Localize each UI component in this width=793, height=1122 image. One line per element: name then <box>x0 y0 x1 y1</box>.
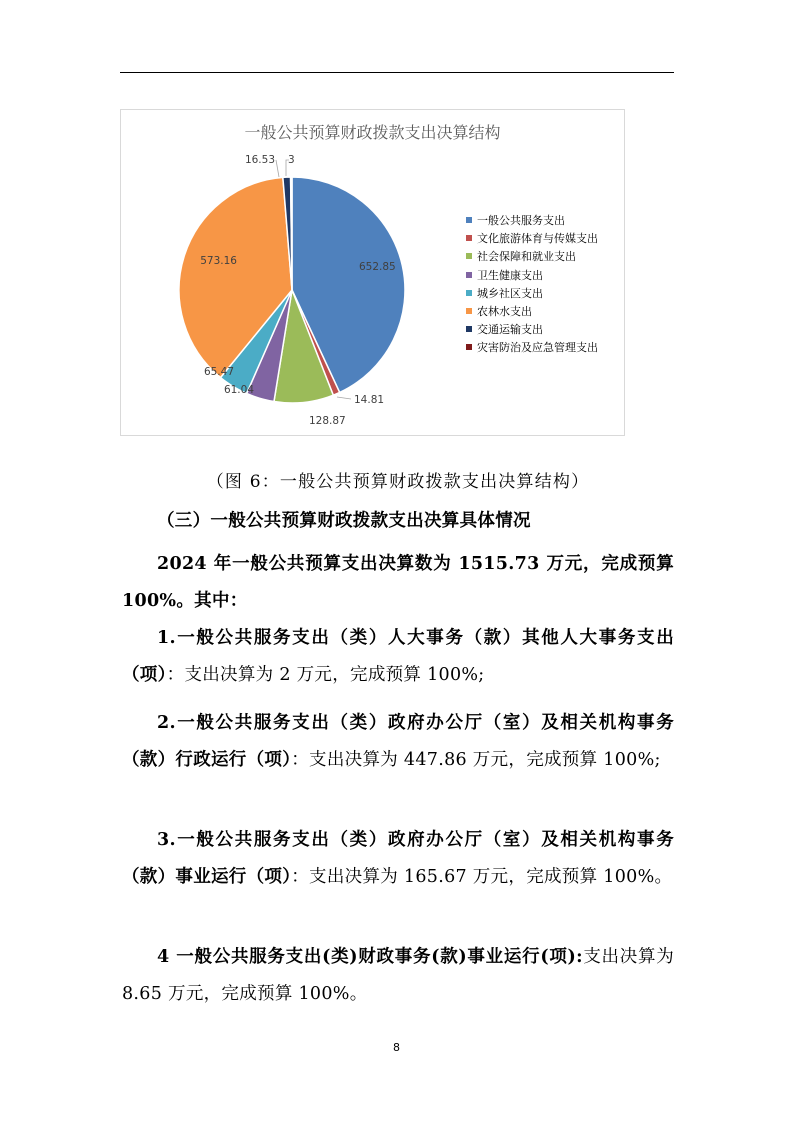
legend-swatch <box>466 344 472 350</box>
legend-swatch <box>466 235 472 241</box>
legend-swatch <box>466 308 472 314</box>
leader-line <box>276 160 279 177</box>
list-item <box>122 939 674 1013</box>
page-number: 8 <box>393 1041 400 1054</box>
legend-label: 灾害防治及应急管理支出 <box>477 341 598 355</box>
legend-entry <box>466 303 598 321</box>
legend-label: 农林水支出 <box>477 304 532 318</box>
data-label: 128.87 <box>309 415 346 427</box>
legend-swatch <box>466 217 472 223</box>
item-body: ：支出决算为 447.86 万元，完成预算 100%; <box>291 750 661 770</box>
chart-title: 一般公共预算财政拨款支出决算结构 <box>244 123 501 142</box>
legend-entry <box>466 339 598 357</box>
list-item <box>122 620 674 694</box>
item-heading: 1.一般公共服务支出（类）人大事务（款）其他人大事务支出（项） <box>122 628 674 685</box>
legend-entry <box>466 321 598 339</box>
leader-line <box>337 397 351 399</box>
item-heading: 2.一般公共服务支出（类）政府办公厅（室）及相关机构事务（款）行政运行（项） <box>122 713 674 770</box>
figure-caption: （图 6：一般公共预算财政拨款支出决算结构） <box>206 472 590 492</box>
data-label: 16.53 <box>244 154 275 166</box>
legend-label: 文化旅游体育与传媒支出 <box>477 232 598 246</box>
legend-swatch <box>466 326 472 332</box>
chart-legend <box>466 212 598 358</box>
legend-swatch <box>466 272 472 278</box>
legend-label: 一般公共服务支出 <box>477 214 565 227</box>
item-heading: 3.一般公共服务支出（类）政府办公厅（室）及相关机构事务（款）事业运行（项） <box>122 830 674 887</box>
data-label: 14.81 <box>354 394 385 406</box>
summary-paragraph: 2024 年一般公共预算支出决算数为 1515.73 万元，完成预算 100%。其中： <box>122 554 674 611</box>
item-heading: 4 一般公共服务支出(类)财政事务(款)事业运行(项): <box>157 947 583 967</box>
legend-entry <box>466 285 598 303</box>
legend-label: 社会保障和就业支出 <box>477 250 576 264</box>
item-body: 支出决算为 8.65 万元，完成预算 100%。 <box>122 947 675 1004</box>
data-label: 65.47 <box>203 366 234 378</box>
legend-entry <box>466 248 598 266</box>
header-rule <box>120 72 674 73</box>
data-label: 61.04 <box>223 384 254 396</box>
legend-entry <box>466 212 598 230</box>
legend-label: 卫生健康支出 <box>477 268 543 282</box>
legend-swatch <box>466 253 472 259</box>
list-item <box>122 705 674 779</box>
legend-entry <box>466 230 598 248</box>
section-heading: （三）一般公共预算财政拨款支出决算具体情况 <box>157 511 531 531</box>
item-body: ：支出决算为 165.67 万元，完成预算 100%。 <box>291 867 673 887</box>
legend-swatch <box>466 290 472 296</box>
legend-label: 交通运输支出 <box>477 323 543 337</box>
item-body: ：支出决算为 2 万元，完成预算 100%; <box>166 665 485 685</box>
legend-label: 城乡社区支出 <box>477 286 543 300</box>
data-label: 3 <box>288 154 295 166</box>
pie-chart <box>120 109 625 436</box>
list-item <box>122 822 674 896</box>
data-label: 652.85 <box>359 261 396 273</box>
data-label: 573.16 <box>200 255 237 267</box>
legend-entry <box>466 267 598 285</box>
